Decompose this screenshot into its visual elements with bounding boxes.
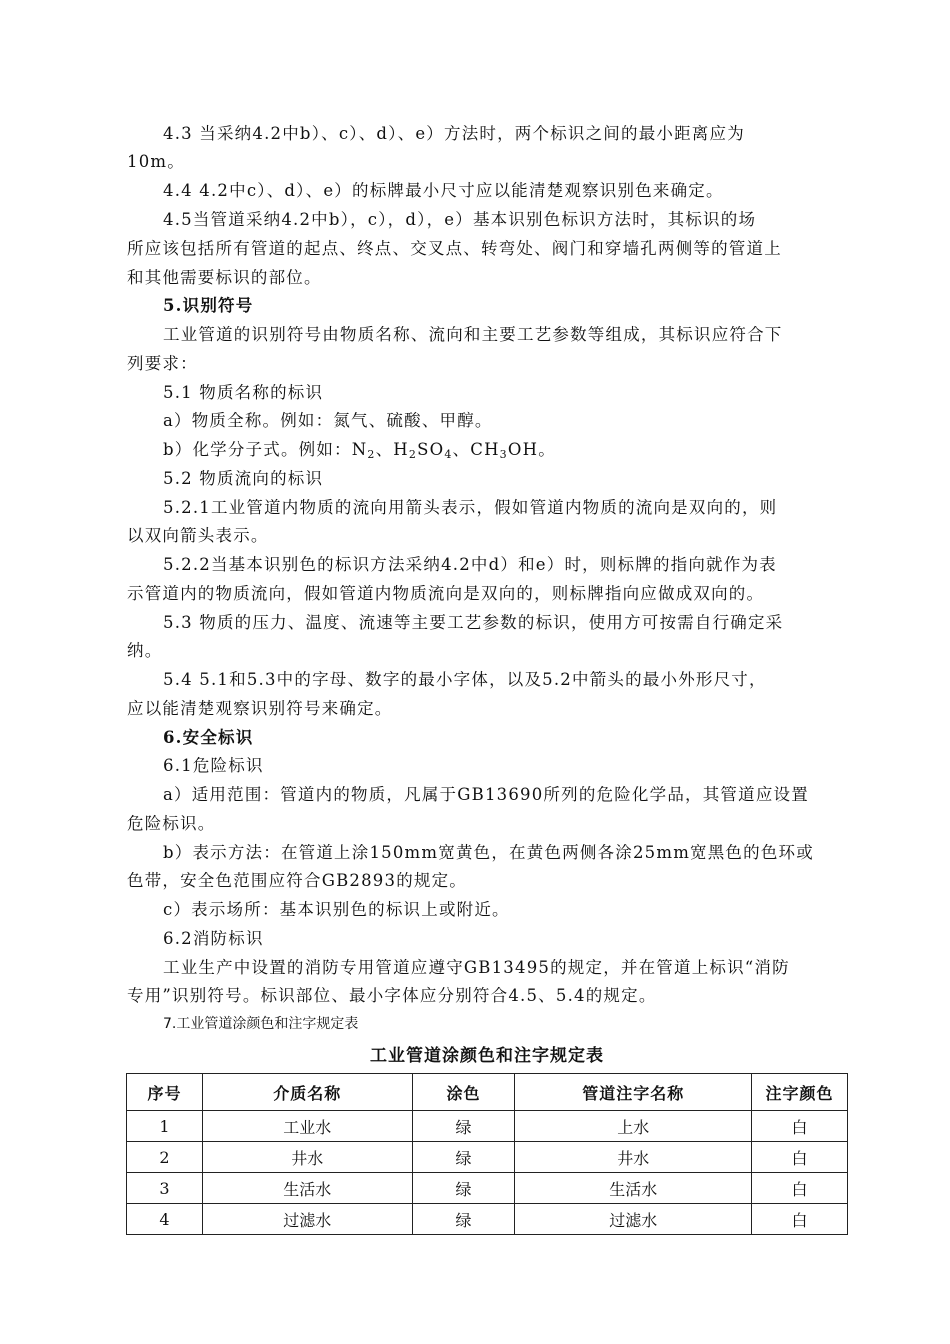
- column-header-label-color: 注字颜色: [752, 1074, 848, 1111]
- paragraph-5-2: 5.2 物质流向的标识: [163, 469, 324, 488]
- column-header-label-name: 管道注字名称: [515, 1074, 752, 1111]
- table-cell: 3: [127, 1173, 203, 1204]
- paragraph-6-1-b-line2: 色带，安全色范围应符合GB2893的规定。: [127, 871, 467, 890]
- paragraph-5-3-line2: 纳。: [127, 641, 163, 660]
- table-cell: 过滤水: [515, 1204, 752, 1235]
- pipe-color-table: [126, 1073, 848, 1235]
- paragraph-5-1-a: a）物质全称。例如：氮气、硫酸、甲醇。: [163, 411, 493, 430]
- table-row: [127, 1204, 848, 1235]
- table-cell: 白: [752, 1204, 848, 1235]
- paragraph-6-2-body-line1: 工业生产中设置的消防专用管道应遵守GB13495的规定，并在管道上标识“消防: [163, 958, 790, 977]
- paragraph-5-3-line1: 5.3 物质的压力、温度、流速等主要工艺参数的标识，使用方可按需自行确定采: [163, 613, 784, 632]
- paragraph-5-4-line1: 5.4 5.1和5.3中的字母、数字的最小字体，以及5.2中箭头的最小外形尺寸，: [163, 670, 767, 689]
- table-cell: 白: [752, 1173, 848, 1204]
- table-cell: 井水: [202, 1142, 412, 1173]
- paragraph-4-3-line1: 4.3 当采纳4.2中b）、c）、d）、e）方法时，两个标识之间的最小距离应为: [163, 124, 745, 143]
- paragraph-5-1-b: b）化学分子式。例如：$N_2$、$H_2SO_4$、$CH_3OH$。: [163, 440, 556, 461]
- section-7-caption: 7.工业管道涂颜色和注字规定表: [163, 1016, 359, 1032]
- table-cell: 绿: [412, 1204, 515, 1235]
- table-cell: 井水: [515, 1142, 752, 1173]
- paragraph-5-2-1-line1: 5.2.1工业管道内物质的流向用箭头表示，假如管道内物质的流向是双向的，则: [163, 498, 778, 517]
- paragraph-4-3-line2: 10m。: [127, 152, 185, 171]
- paragraph-5-1: 5.1 物质名称的标识: [163, 383, 324, 402]
- table-cell: 工业水: [202, 1111, 412, 1142]
- paragraph-5-2-2-line2: 示管道内的物质流向，假如管道内物质流向是双向的，则标牌指向应做成双向的。: [127, 584, 765, 603]
- table-cell: 绿: [412, 1142, 515, 1173]
- table-cell: 过滤水: [202, 1204, 412, 1235]
- section-heading-6: 6.安全标识: [163, 728, 254, 747]
- paragraph-5-2-2-line1: 5.2.2当基本识别色的标识方法采纳4.2中d）和e）时，则标牌的指向就作为表: [163, 555, 777, 574]
- paragraph-5-intro-line2: 列要求：: [127, 354, 198, 373]
- column-header-medium-name: 介质名称: [202, 1074, 412, 1111]
- paragraph-6-2-body-line2: 专用”识别符号。标识部位、最小字体应分别符合4.5、5.4的规定。: [127, 986, 657, 1005]
- paragraph-5-4-line2: 应以能清楚观察识别符号来确定。: [127, 699, 393, 718]
- paragraph-4-5-line3: 和其他需要标识的部位。: [127, 268, 322, 287]
- table-cell: 绿: [412, 1173, 515, 1204]
- table-header-row: [127, 1074, 848, 1111]
- column-header-paint-color: 涂色: [412, 1074, 515, 1111]
- table-cell: 2: [127, 1142, 203, 1173]
- paragraph-4-5-line2: 所应该包括所有管道的起点、终点、交叉点、转弯处、阀门和穿墙孔两侧等的管道上: [127, 239, 782, 258]
- paragraph-6-1-a-line1: a）适用范围：管道内的物质，凡属于GB13690所列的危险化学品，其管道应设置: [163, 785, 809, 804]
- paragraph-6-1-c: c）表示场所：基本识别色的标识上或附近。: [163, 900, 510, 919]
- table-cell: 白: [752, 1142, 848, 1173]
- table-cell: 生活水: [202, 1173, 412, 1204]
- paragraph-5-intro-line1: 工业管道的识别符号由物质名称、流向和主要工艺参数等组成，其标识应符合下: [163, 325, 783, 344]
- paragraph-6-1: 6.1危险标识: [163, 756, 264, 775]
- paragraph-6-2: 6.2消防标识: [163, 929, 264, 948]
- paragraph-4-5-line1: 4.5当管道采纳4.2中b），c），d），e）基本识别色标识方法时，其标识的场: [163, 210, 757, 229]
- paragraph-6-1-b-line1: b）表示方法：在管道上涂150mm宽黄色，在黄色两侧各涂25mm宽黑色的色环或: [163, 843, 814, 862]
- table-title: 工业管道涂颜色和注字规定表: [370, 1046, 604, 1066]
- table-row: [127, 1142, 848, 1173]
- table-cell: 上水: [515, 1111, 752, 1142]
- table-row: [127, 1111, 848, 1142]
- table-cell: 1: [127, 1111, 203, 1142]
- paragraph-5-2-1-line2: 以双向箭头表示。: [127, 526, 269, 545]
- table-cell: 生活水: [515, 1173, 752, 1204]
- paragraph-4-4: 4.4 4.2中c）、d）、e）的标牌最小尺寸应以能清楚观察识别色来确定。: [163, 181, 724, 200]
- table-cell: 4: [127, 1204, 203, 1235]
- table-row: [127, 1173, 848, 1204]
- table-cell: 绿: [412, 1111, 515, 1142]
- column-header-index: 序号: [127, 1074, 203, 1111]
- paragraph-6-1-a-line2: 危险标识。: [127, 814, 216, 833]
- table-cell: 白: [752, 1111, 848, 1142]
- section-heading-5: 5.识别符号: [163, 296, 254, 315]
